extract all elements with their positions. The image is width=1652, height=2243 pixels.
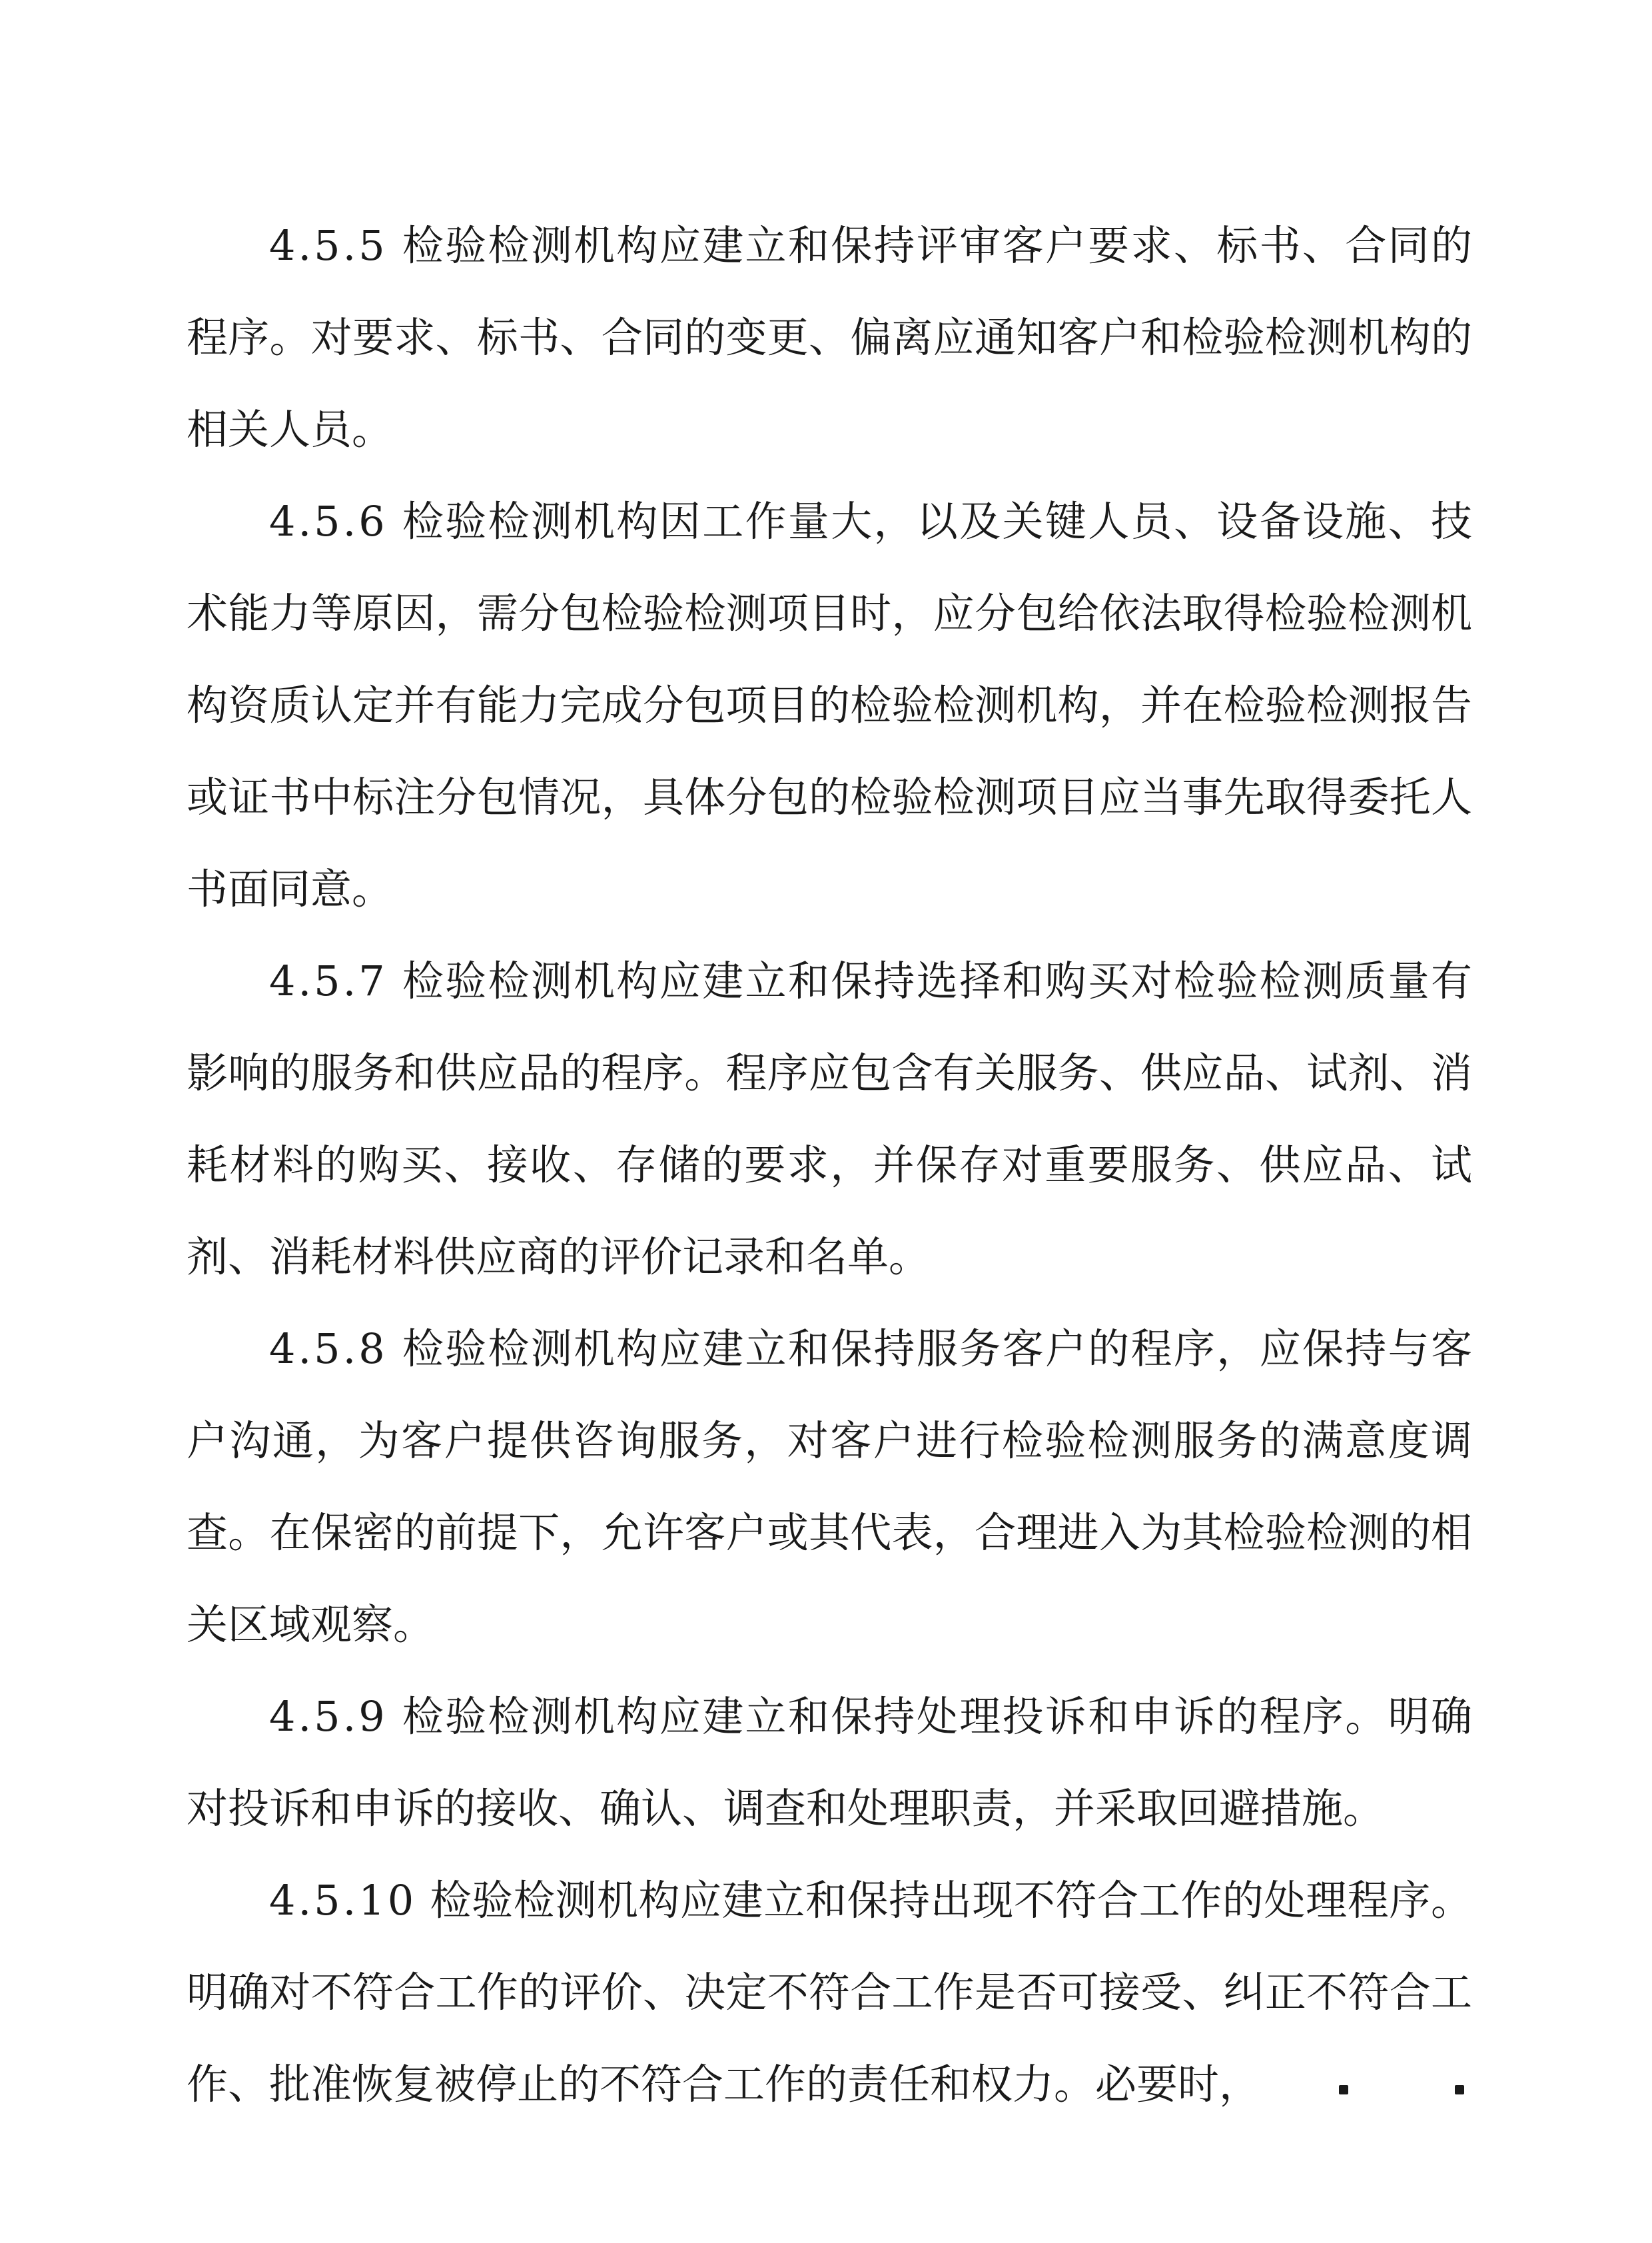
clause-4-5-9 — [187, 1671, 1472, 1855]
clause-4-5-10 — [187, 1855, 1472, 2130]
clause-4-5-6 — [187, 476, 1472, 935]
clause-text: 检验检测机构因工作量大，以及关键人员、设备设施、技术能力等原因，需分包检验检测项目时，应分包给依法取得检验检测机构资质认定并有能力完成分包项目的检验检测机构，并在检验检测报告或证书中标注分包情况，具体分包的检验检测项目应当事先取得委托人书面同意。 — [187, 497, 1472, 913]
clause-text: 检验检测机构应建立和保持出现不符合工作的处理程序。明确对不符合工作的评价、决定不符合工作是否可接受、纠正不符合工作、批准恢复被停止的不符合工作的责任和权力。必要时， — [187, 1876, 1472, 2108]
footer-dot — [1339, 2085, 1348, 2094]
clause-number: 4.5.5 — [269, 221, 388, 270]
clause-text: 检验检测机构应建立和保持选择和购买对检验检测质量有影响的服务和供应品的程序。程序应包含有关服务、供应品、试剂、消耗材料的购买、接收、存储的要求，并保存对重要服务、供应品、试剂、消耗材料供应商的评价记录和名单。 — [187, 957, 1472, 1281]
clause-4-5-7 — [187, 935, 1472, 1303]
clause-text: 检验检测机构应建立和保持评审客户要求、标书、合同的程序。对要求、标书、合同的变更、偏离应通知客户和检验检测机构的相关人员。 — [187, 221, 1472, 454]
document-body — [187, 200, 1472, 2130]
clause-number: 4.5.10 — [269, 1876, 417, 1925]
clause-text: 检验检测机构应建立和保持服务客户的程序，应保持与客户沟通，为客户提供咨询服务，对客户进行检验检测服务的满意度调查。在保密的前提下，允许客户或其代表，合理进入为其检验检测的相关区域观察。 — [187, 1324, 1472, 1649]
page-footer-marks — [1339, 2085, 1464, 2094]
clause-4-5-5 — [187, 200, 1472, 476]
clause-4-5-8 — [187, 1303, 1472, 1671]
clause-number: 4.5.8 — [269, 1324, 388, 1373]
clause-number: 4.5.7 — [269, 957, 388, 1005]
clause-number: 4.5.6 — [269, 497, 388, 546]
footer-dot — [1455, 2085, 1464, 2094]
clause-number: 4.5.9 — [269, 1692, 388, 1741]
clause-text: 检验检测机构应建立和保持处理投诉和申诉的程序。明确对投诉和申诉的接收、确认、调查和处理职责，并采取回避措施。 — [187, 1692, 1472, 1833]
